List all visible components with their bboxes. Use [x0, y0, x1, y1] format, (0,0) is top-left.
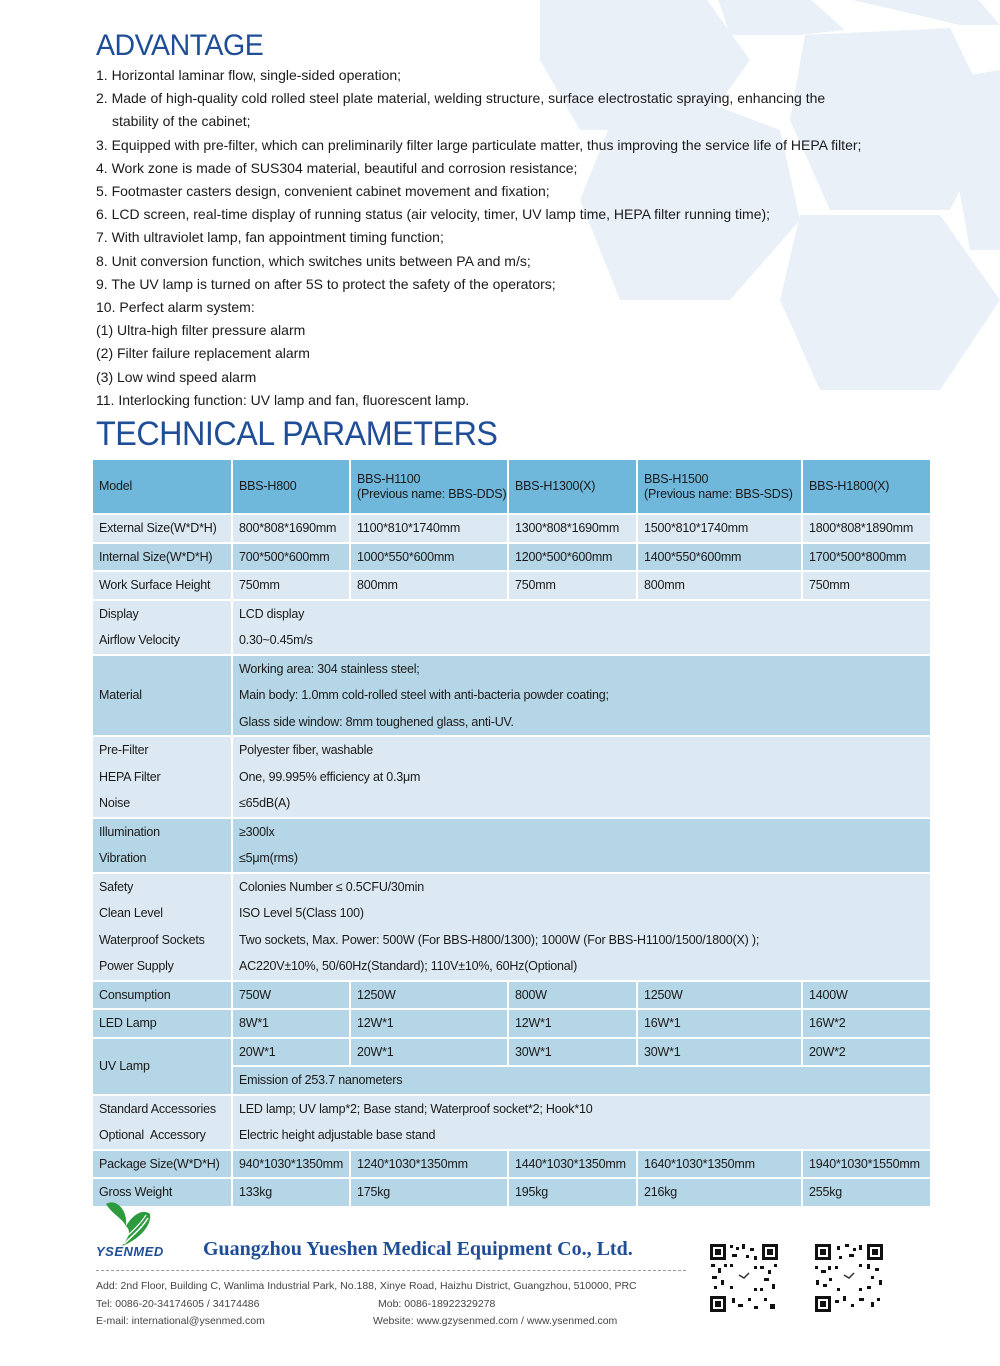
- cell: 800mm: [637, 571, 802, 600]
- cell: ISO Level 5(Class 100): [232, 900, 930, 927]
- model-note: (Previous name: BBS-SDS): [644, 486, 793, 501]
- model-name: BBS-H800: [239, 479, 297, 493]
- cell: AC220V±10%, 50/60Hz(Standard); 110V±10%, 60Hz(Optional): [232, 953, 930, 981]
- table-row-package-size: [93, 1150, 930, 1179]
- qr-code-icon[interactable]: [813, 1242, 885, 1314]
- row-label: Noise: [93, 790, 232, 818]
- cell: 1640*1030*1350mm: [637, 1150, 802, 1179]
- table-row-waterproof-sockets: [93, 927, 930, 954]
- table-row-material: [93, 655, 930, 683]
- company-name: Guangzhou Yueshen Medical Equipment Co., Ltd.: [203, 1238, 633, 1260]
- company-footer: [0, 1190, 1000, 1366]
- cell: 750mm: [508, 571, 637, 600]
- cell: 8W*1: [232, 1009, 350, 1038]
- row-label: Work Surface Height: [93, 571, 232, 600]
- qr-code-icon[interactable]: [708, 1242, 780, 1314]
- advantage-item: 6. LCD screen, real-time display of running status (air velocity, timer, UV lamp time, HEPA filter running time);: [96, 206, 771, 223]
- advantage-item: 3. Equipped with pre-filter, which can preliminarily filter large particulate matter, thus improving the service life of HEPA filter;: [96, 136, 862, 153]
- table-row-airflow-velocity: [93, 627, 930, 655]
- row-label: LED Lamp: [93, 1009, 232, 1038]
- cell: 800W: [508, 981, 637, 1010]
- cell: 1700*500*800mm: [802, 543, 930, 572]
- table-row-external-size: [93, 514, 930, 543]
- table-row-hepa-filter: [93, 764, 930, 791]
- table-row-work-surface-height: [93, 571, 930, 600]
- row-label: Internal Size(W*D*H): [93, 543, 232, 572]
- cell: ≤5μm(rms): [232, 845, 930, 873]
- ysenmed-leaf-logo-icon: [98, 1196, 158, 1250]
- table-row-consumption: [93, 981, 930, 1010]
- cell: 800mm: [350, 571, 508, 600]
- row-label: UV Lamp: [93, 1038, 232, 1095]
- cell: 1100*810*1740mm: [350, 514, 508, 543]
- cell: Colonies Number ≤ 0.5CFU/30min: [232, 873, 930, 901]
- cell: 1500*810*1740mm: [637, 514, 802, 543]
- cell: 16W*1: [637, 1009, 802, 1038]
- cell: 1400W: [802, 981, 930, 1010]
- model-name: BBS-H1300(X): [515, 479, 596, 493]
- model-name: BBS-H1800(X): [809, 479, 890, 493]
- table-row-led-lamp: [93, 1009, 930, 1038]
- advantage-item: 2. Made of high-quality cold rolled steel plate material, welding structure, surface electrostatic spraying, enhancing the: [96, 90, 826, 107]
- row-label: Clean Level: [93, 900, 232, 927]
- row-label: Airflow Velocity: [93, 627, 232, 655]
- row-label: Consumption: [93, 981, 232, 1010]
- advantage-item: 11. Interlocking function: UV lamp and fan, fluorescent lamp.: [96, 391, 470, 408]
- row-label: Display: [93, 600, 232, 628]
- company-address: Add: 2nd Floor, Building C, Wanlima Industrial Park, No.188, Xinye Road, Haizhu District, Guangzhou, 510000, PRC: [96, 1280, 637, 1292]
- table-row-safety: [93, 873, 930, 901]
- advantage-item: 8. Unit conversion function, which switches units between PA and m/s;: [96, 252, 531, 269]
- table-row-optional-accessory: [93, 1122, 930, 1150]
- cell: ≤65dB(A): [232, 790, 930, 818]
- advantage-item: 1. Horizontal laminar flow, single-sided operation;: [96, 67, 402, 83]
- table-row-vibration: [93, 845, 930, 873]
- advantage-heading: ADVANTAGE: [96, 29, 264, 62]
- footer-divider: [96, 1270, 686, 1271]
- cell: 20W*1: [232, 1038, 350, 1067]
- model-name: BBS-H1500: [644, 471, 709, 486]
- cell: LED lamp; UV lamp*2; Base stand; Waterproof socket*2; Hook*10: [232, 1095, 930, 1123]
- cell: 12W*1: [508, 1009, 637, 1038]
- row-label: Vibration: [93, 845, 232, 873]
- company-website: Website: www.gzysenmed.com / www.ysenmed.com: [373, 1315, 618, 1327]
- table-row-pre-filter: [93, 736, 930, 764]
- cell: 20W*1: [350, 1038, 508, 1067]
- cell: 1800*808*1890mm: [802, 514, 930, 543]
- company-mobile: Mob: 0086-18922329278: [378, 1298, 496, 1310]
- company-email: E-mail: international@ysenmed.com: [96, 1315, 265, 1327]
- row-label: Illumination: [93, 818, 232, 846]
- cell: 1240*1030*1350mm: [350, 1150, 508, 1179]
- table-row-display: [93, 600, 930, 628]
- cell: 30W*1: [508, 1038, 637, 1067]
- row-label: Package Size(W*D*H): [93, 1150, 232, 1179]
- advantage-item: 7. With ultraviolet lamp, fan appointment timing function;: [96, 229, 444, 246]
- cell: 1250W: [637, 981, 802, 1010]
- cell: 800*808*1690mm: [232, 514, 350, 543]
- technical-parameters-heading: TECHNICAL PARAMETERS: [96, 415, 498, 453]
- cell: 175kg: [350, 1178, 508, 1206]
- header-model: [508, 460, 637, 514]
- cell: 255kg: [802, 1178, 930, 1206]
- header-model: [350, 460, 508, 514]
- advantage-item-text: stability of the cabinet;: [112, 113, 251, 130]
- cell: Glass side window: 8mm toughened glass, anti-UV.: [232, 709, 930, 737]
- cell: One, 99.995% efficiency at 0.3μm: [232, 764, 930, 791]
- cell: ≥300lx: [232, 818, 930, 846]
- cell: Polyester fiber, washable: [232, 736, 930, 764]
- table-row-uv-lamp: [93, 1038, 930, 1067]
- cell: 30W*1: [637, 1038, 802, 1067]
- row-label: Material: [93, 655, 232, 737]
- cell: 20W*2: [802, 1038, 930, 1067]
- logo-wordmark: YSENMED: [96, 1244, 164, 1259]
- row-label: Gross Weight: [93, 1178, 232, 1206]
- advantage-item-continued: [96, 110, 956, 133]
- cell: 216kg: [637, 1178, 802, 1206]
- cell: Electric height adjustable base stand: [232, 1122, 930, 1150]
- technical-parameters-table: [93, 460, 930, 1206]
- cell: 1440*1030*1350mm: [508, 1150, 637, 1179]
- table-row-clean-level: [93, 900, 930, 927]
- cell: Working area: 304 stainless steel;: [232, 655, 930, 683]
- advantage-item: 10. Perfect alarm system:: [96, 299, 255, 316]
- cell: 195kg: [508, 1178, 637, 1206]
- table-row-power-supply: [93, 953, 930, 981]
- cell: 0.30~0.45m/s: [232, 627, 930, 655]
- table-row-standard-accessories: [93, 1095, 930, 1123]
- cell: 750W: [232, 981, 350, 1010]
- row-label: Optional Accessory: [93, 1122, 232, 1150]
- header-model: [232, 460, 350, 514]
- cell: 1250W: [350, 981, 508, 1010]
- cell: Main body: 1.0mm cold-rolled steel with anti-bacteria powder coating;: [232, 682, 930, 709]
- advantage-list: [96, 64, 956, 412]
- advantage-item: 4. Work zone is made of SUS304 material, beautiful and corrosion resistance;: [96, 159, 578, 176]
- advantage-subitem: (1) Ultra-high filter pressure alarm: [96, 322, 306, 339]
- cell: 16W*2: [802, 1009, 930, 1038]
- header-model: [802, 460, 930, 514]
- advantage-item: 9. The UV lamp is turned on after 5S to protect the safety of the operators;: [96, 275, 556, 292]
- cell: 133kg: [232, 1178, 350, 1206]
- cell: Emission of 253.7 nanometers: [232, 1066, 930, 1095]
- table-header-row: [93, 460, 930, 514]
- cell: LCD display: [232, 600, 930, 628]
- cell: 750mm: [232, 571, 350, 600]
- model-note: (Previous name: BBS-DDS): [357, 486, 507, 501]
- row-label: Standard Accessories: [93, 1095, 232, 1123]
- row-label: Pre-Filter: [93, 736, 232, 764]
- cell: 750mm: [802, 571, 930, 600]
- row-label: HEPA Filter: [93, 764, 232, 791]
- table-row-noise: [93, 790, 930, 818]
- cell: 1940*1030*1550mm: [802, 1150, 930, 1179]
- header-label: Model: [93, 460, 232, 514]
- cell: 940*1030*1350mm: [232, 1150, 350, 1179]
- row-label: Power Supply: [93, 953, 232, 981]
- company-tel: Tel: 0086-20-34174605 / 34174486: [96, 1298, 260, 1310]
- cell: 1000*550*600mm: [350, 543, 508, 572]
- model-name: BBS-H1100: [357, 471, 421, 486]
- advantage-item: 5. Footmaster casters design, convenient cabinet movement and fixation;: [96, 183, 550, 200]
- table-row-internal-size: [93, 543, 930, 572]
- advantage-subitem: (2) Filter failure replacement alarm: [96, 345, 310, 362]
- cell: 1400*550*600mm: [637, 543, 802, 572]
- cell: 700*500*600mm: [232, 543, 350, 572]
- table-row-illumination: [93, 818, 930, 846]
- cell: Two sockets, Max. Power: 500W (For BBS-H800/1300); 1000W (For BBS-H1100/1500/1800(X) );: [232, 927, 930, 954]
- header-model: [637, 460, 802, 514]
- row-label: Waterproof Sockets: [93, 927, 232, 954]
- row-label: Safety: [93, 873, 232, 901]
- advantage-subitem: (3) Low wind speed alarm: [96, 368, 257, 385]
- cell: 1200*500*600mm: [508, 543, 637, 572]
- cell: 1300*808*1690mm: [508, 514, 637, 543]
- row-label: External Size(W*D*H): [93, 514, 232, 543]
- cell: 12W*1: [350, 1009, 508, 1038]
